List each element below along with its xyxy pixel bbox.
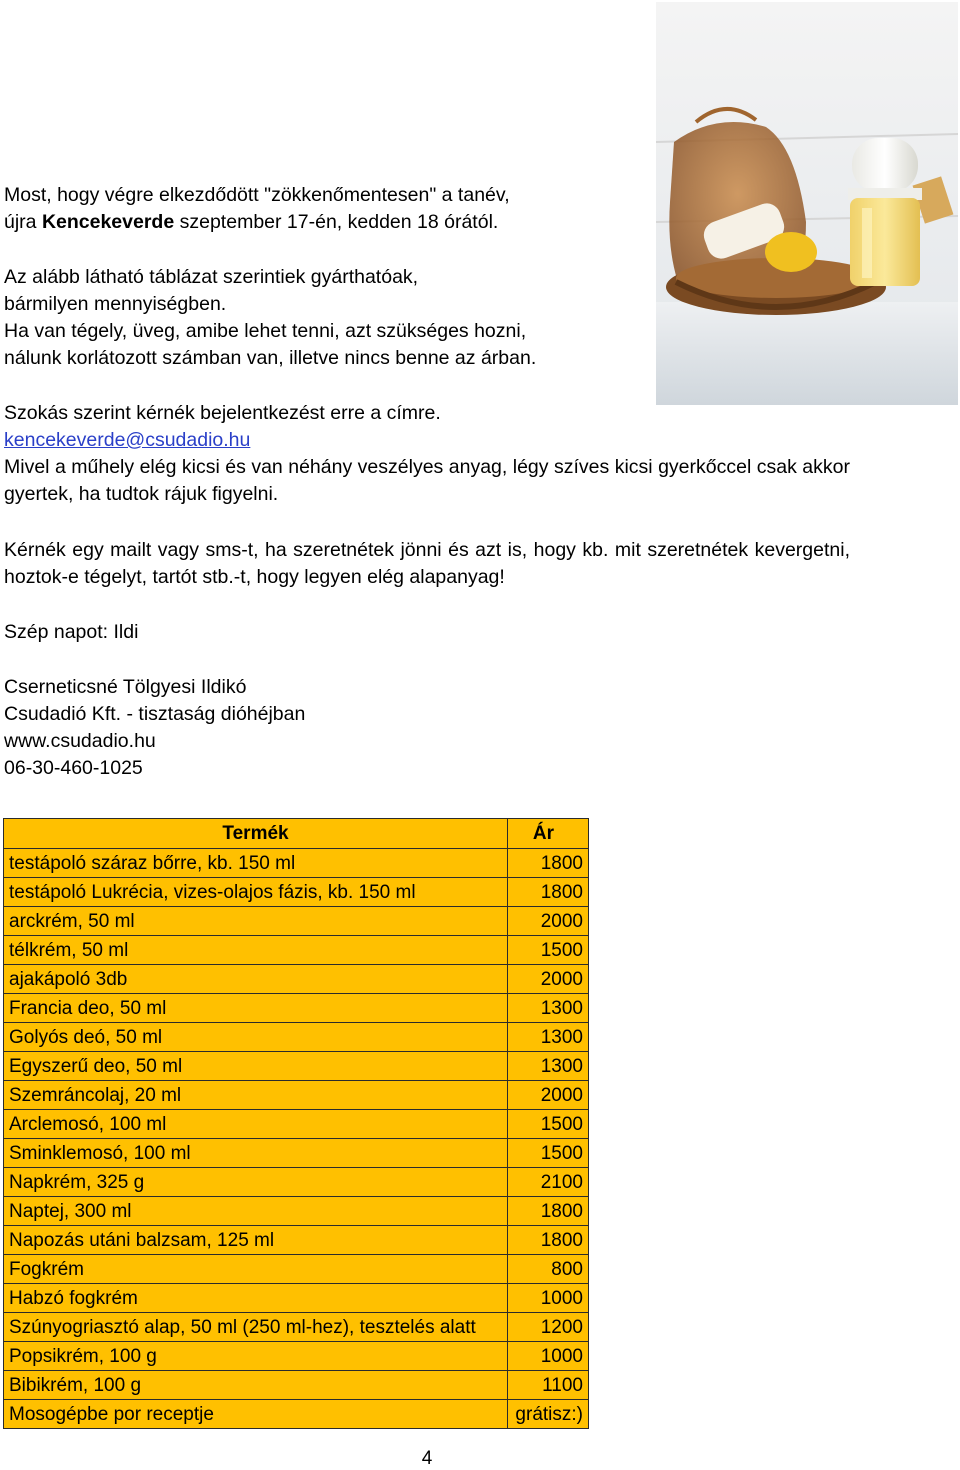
table-row xyxy=(4,994,589,1023)
page-number: 4 xyxy=(421,1448,433,1469)
table-row xyxy=(4,1110,589,1139)
event-name: Kencekeverde xyxy=(41,211,175,233)
product-name-cell: Arclemosó, 100 ml xyxy=(4,1110,508,1139)
product-price-cell: 2000 xyxy=(508,907,589,936)
product-price-cell: 1300 xyxy=(508,994,589,1023)
product-price-cell: 2000 xyxy=(508,1081,589,1110)
product-name-cell: arckrém, 50 ml xyxy=(4,907,508,936)
product-price-cell: 1800 xyxy=(508,849,589,878)
table-row xyxy=(4,965,589,994)
product-name-cell: testápoló száraz bőrre, kb. 150 ml xyxy=(4,849,508,878)
product-price-cell: 1300 xyxy=(508,1023,589,1052)
product-name-cell: Egyszerű deo, 50 ml xyxy=(4,1052,508,1081)
table-row xyxy=(4,1139,589,1168)
info-line: Ha van tégely, üveg, amibe lehet tenni, azt szükséges hozni, xyxy=(4,320,527,342)
table-row xyxy=(4,1342,589,1371)
header-product: Termék xyxy=(4,819,508,849)
table-row xyxy=(4,1226,589,1255)
warning-text: Mivel a műhely elég kicsi és van néhány veszélyes anyag, légy szíves kicsi gyerkőccel csak akkor gyertek, ha tudtok rájuk figyelni. xyxy=(4,456,850,505)
email-link[interactable]: kencekeverde@csudadio.hu xyxy=(4,429,251,451)
signature-company: Csudadió Kft. - tisztaság dióhéjban xyxy=(4,703,306,725)
product-price-cell: 1800 xyxy=(508,878,589,907)
table-row xyxy=(4,1168,589,1197)
price-table xyxy=(3,818,589,1429)
intro-text: újra xyxy=(4,211,42,233)
signature-website: www.csudadio.hu xyxy=(4,730,156,752)
product-name-cell: Fogkrém xyxy=(4,1255,508,1284)
product-name-cell: ajakápoló 3db xyxy=(4,965,508,994)
header-price: Ár xyxy=(508,819,589,849)
table-row xyxy=(4,1313,589,1342)
table-row xyxy=(4,936,589,965)
signature-block xyxy=(4,674,305,782)
info-line: nálunk korlátozott számban van, illetve nincs benne az árban. xyxy=(4,347,537,369)
intro-text: szeptember 17-én, kedden 18 órától. xyxy=(174,211,499,233)
intro-line xyxy=(4,209,510,236)
intro-paragraph xyxy=(4,182,510,236)
product-name-cell: Sminklemosó, 100 ml xyxy=(4,1139,508,1168)
product-price-cell: 1500 xyxy=(508,1139,589,1168)
signature-phone: 06-30-460-1025 xyxy=(4,757,143,779)
registration-paragraph xyxy=(4,400,850,508)
product-name-cell: Napozás utáni balzsam, 125 ml xyxy=(4,1226,508,1255)
table-row xyxy=(4,1023,589,1052)
product-price-cell: 1300 xyxy=(508,1052,589,1081)
registration-line: Szokás szerint kérnék bejelentkezést erre a címre. xyxy=(4,402,441,424)
table-header-row xyxy=(4,819,589,849)
info-line: Az alább látható táblázat szerintiek gyárthatóak, xyxy=(4,266,419,288)
table-row xyxy=(4,1400,589,1429)
product-name-cell: Popsikrém, 100 g xyxy=(4,1342,508,1371)
product-price-cell: grátisz:) xyxy=(508,1400,589,1429)
intro-line: Most, hogy végre elkezdődött "zökkenőmentesen" a tanév, xyxy=(4,184,510,206)
signature-name: Cserneticsné Tölgyesi Ildikó xyxy=(4,676,247,698)
product-name-cell: Mosogépbe por receptje xyxy=(4,1400,508,1429)
product-price-cell: 1500 xyxy=(508,936,589,965)
product-price-cell: 1800 xyxy=(508,1197,589,1226)
product-price-cell: 1000 xyxy=(508,1284,589,1313)
product-price-cell: 1100 xyxy=(508,1371,589,1400)
table-row xyxy=(4,878,589,907)
request-text: Kérnék egy mailt vagy sms-t, ha szeretnétek jönni és azt is, hogy kb. mit szeretnétek kevergetni, hoztok-e tégelyt, tartót stb.-t, hogy legyen elég alapanyag! xyxy=(4,539,850,588)
product-photo xyxy=(656,2,958,405)
product-price-cell: 800 xyxy=(508,1255,589,1284)
request-paragraph xyxy=(4,537,850,591)
greeting: Szép napot: Ildi xyxy=(4,621,139,643)
table-row xyxy=(4,1197,589,1226)
info-line: bármilyen mennyiségben. xyxy=(4,293,227,315)
table-row xyxy=(4,907,589,936)
table-row xyxy=(4,1255,589,1284)
product-price-cell: 1800 xyxy=(508,1226,589,1255)
product-name-cell: Habzó fogkrém xyxy=(4,1284,508,1313)
table-row xyxy=(4,1081,589,1110)
table-row xyxy=(4,1284,589,1313)
table-row xyxy=(4,1052,589,1081)
product-name-cell: Francia deo, 50 ml xyxy=(4,994,508,1023)
product-price-cell: 1000 xyxy=(508,1342,589,1371)
product-price-cell: 2000 xyxy=(508,965,589,994)
product-name-cell: testápoló Lukrécia, vizes-olajos fázis, kb. 150 ml xyxy=(4,878,508,907)
product-name-cell: Napkrém, 325 g xyxy=(4,1168,508,1197)
product-name-cell: Golyós deó, 50 ml xyxy=(4,1023,508,1052)
table-row xyxy=(4,849,589,878)
info-paragraph xyxy=(4,264,536,372)
table-row xyxy=(4,1371,589,1400)
product-price-cell: 1500 xyxy=(508,1110,589,1139)
product-name-cell: Bibikrém, 100 g xyxy=(4,1371,508,1400)
product-name-cell: télkrém, 50 ml xyxy=(4,936,508,965)
product-name-cell: Szúnyogriasztó alap, 50 ml (250 ml-hez), tesztelés alatt xyxy=(4,1313,508,1342)
product-price-cell: 1200 xyxy=(508,1313,589,1342)
product-price-cell: 2100 xyxy=(508,1168,589,1197)
product-name-cell: Naptej, 300 ml xyxy=(4,1197,508,1226)
product-name-cell: Szemráncolaj, 20 ml xyxy=(4,1081,508,1110)
